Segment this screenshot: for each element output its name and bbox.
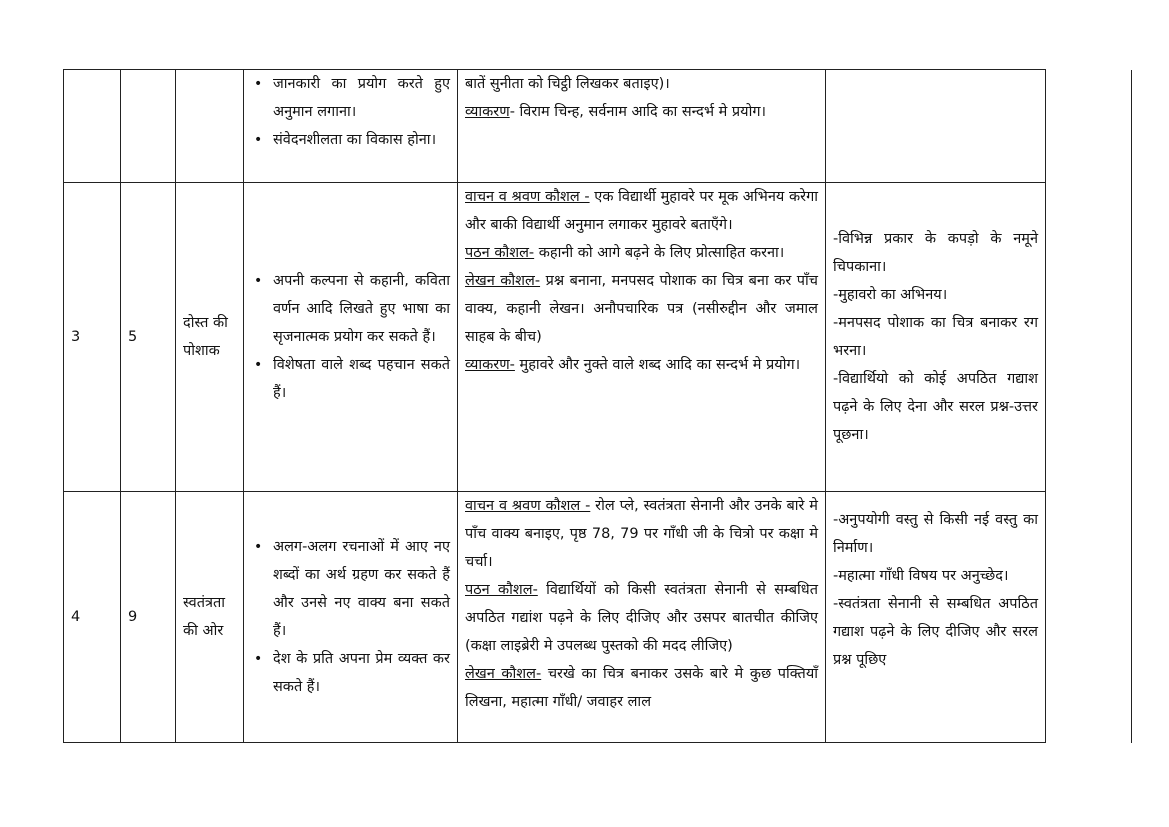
serial-number-cell: 4 [64, 492, 121, 743]
grammar-heading: व्याकरण [465, 104, 510, 120]
activity-item: -अनुपयोगी वस्तु से किसी नई वस्तु का निर्माण। [833, 512, 1038, 556]
objectives-cell [244, 183, 458, 492]
listening-heading: वाचन व श्रवण कौशल - [465, 189, 590, 205]
activity-item: -मनपसद पोशाक का चित्र बनाकर रग भरना। [833, 315, 1038, 359]
chapter-cell [176, 70, 244, 183]
objectives-list [251, 533, 450, 701]
activity-item: -विभिन्न प्रकार के कपड़ो के नमूने चिपकाना। [833, 231, 1038, 275]
objectives-list [251, 70, 450, 154]
grammar-paragraph [465, 351, 818, 379]
skills-cell [458, 70, 826, 183]
periods-cell [121, 70, 176, 183]
activity-item: -मुहावरो का अभिनय। [833, 287, 948, 303]
writing-paragraph [465, 660, 818, 716]
listening-paragraph [465, 492, 818, 576]
objectives-list [251, 267, 450, 407]
activities-cell [826, 70, 1046, 183]
objective-item: • विशेषता वाले शब्द पहचान सकते हैं। [273, 351, 450, 407]
table-row [64, 492, 1046, 743]
chapter-cell: दोस्त की पोशाक [176, 183, 244, 492]
objective-item: • अलग-अलग रचनाओं में आए नए शब्दों का अर्थ ग्रहण कर सकते हैं और उनसे नए वाक्य बना सकते हैं। [273, 533, 450, 645]
reading-paragraph [465, 576, 818, 660]
reading-heading: पठन कौशल- [465, 245, 535, 261]
lesson-plan-table [63, 69, 1046, 743]
reading-heading: पठन कौशल- [465, 582, 538, 598]
page-margin-line [1131, 70, 1132, 743]
listening-paragraph [465, 183, 818, 239]
grammar-text: - विराम चिन्ह, सर्वनाम आदि का सन्दर्भ मे प्रयोग। [509, 104, 766, 120]
listening-text: एक विद्यार्थी मुहावरे पर मूक अभिनय करेगा और बाकी विद्यार्थी अनुमान लगाकर मुहावरे बताएँगे। [465, 189, 818, 233]
chapter-cell: स्वतंत्रता की ओर [176, 492, 244, 743]
activities-cell [826, 492, 1046, 743]
table-row [64, 70, 1046, 183]
writing-text: प्रश्न बनाना, मनपसद पोशाक का चित्र बना कर पाँच वाक्य, कहानी लेखन। अनौपचारिक पत्र (नसीरुद्दीन और जमाल साहब के बीच) [465, 273, 818, 345]
reading-text: कहानी को आगे बढ़ने के लिए प्रोत्साहित करना। [534, 245, 785, 261]
activity-item: -विद्यार्थियो को कोई अपठित गद्याश पढ़ने के लिए देना और सरल प्रश्न-उत्तर पूछना। [833, 371, 1038, 443]
objective-item: • अपनी कल्पना से कहानी, कविता वर्णन आदि लिखते हुए भाषा का सृजनात्मक प्रयोग कर सकते हैं। [273, 267, 450, 351]
objectives-cell [244, 492, 458, 743]
activities-cell [826, 183, 1046, 492]
skills-text: बातें सुनीता को चिट्ठी लिखकर बताइए)। [465, 76, 670, 92]
serial-number-cell: 3 [64, 183, 121, 492]
writing-paragraph [465, 267, 818, 351]
skills-cell [458, 492, 826, 743]
objective-item: • संवेदनशीलता का विकास होना। [273, 126, 450, 154]
reading-text: विद्यार्थियों को किसी स्वतंत्रता सेनानी से सम्बधित अपठित गद्यांश पढ़ने के लिए दीजिए और उसपर बातचीत कीजिए (कक्षा लाइब्रेरी मे उपलब्ध पुस्तको की मदद लीजिए) [465, 582, 818, 654]
skills-cell [458, 183, 826, 492]
activity-item: -महात्मा गाँधी विषय पर अनुच्छेद। [833, 568, 1009, 584]
listening-heading: वाचन व श्रवण कौशल - [465, 498, 591, 514]
activity-item: -स्वतंत्रता सेनानी से सम्बधित अपठित गद्याश पढ़ने के लिए दीजिए और सरल प्रश्न पूछिए [833, 596, 1038, 668]
objective-item: • देश के प्रति अपना प्रेम व्यक्त कर सकते हैं। [273, 645, 450, 701]
grammar-text: मुहावरे और नुक्ते वाले शब्द आदि का सन्दर्भ मे प्रयोग। [514, 357, 801, 373]
listening-text: रोल प्ले, स्वतंत्रता सेनानी और उनके बारे मे पाँच वाक्य बनाइए, पृष्ठ 78, 79 पर गाँधी जी के चित्रो पर कक्षा मे चर्चा। [465, 498, 818, 570]
periods-cell: 5 [121, 183, 176, 492]
writing-heading: लेखन कौशल- [465, 666, 542, 682]
periods-cell: 9 [121, 492, 176, 743]
objective-item: • जानकारी का प्रयोग करते हुए अनुमान लगाना। [273, 70, 450, 126]
objectives-cell [244, 70, 458, 183]
serial-number-cell [64, 70, 121, 183]
grammar-heading: व्याकरण- [465, 357, 515, 373]
writing-heading: लेखन कौशल- [465, 273, 541, 289]
writing-text: चरखे का चित्र बनाकर उसके बारे मे कुछ पक्तियाँ लिखना, महात्मा गाँधी/ जवाहर लाल [465, 666, 818, 710]
grammar-paragraph [465, 98, 818, 126]
table-row [64, 183, 1046, 492]
reading-paragraph [465, 239, 818, 267]
